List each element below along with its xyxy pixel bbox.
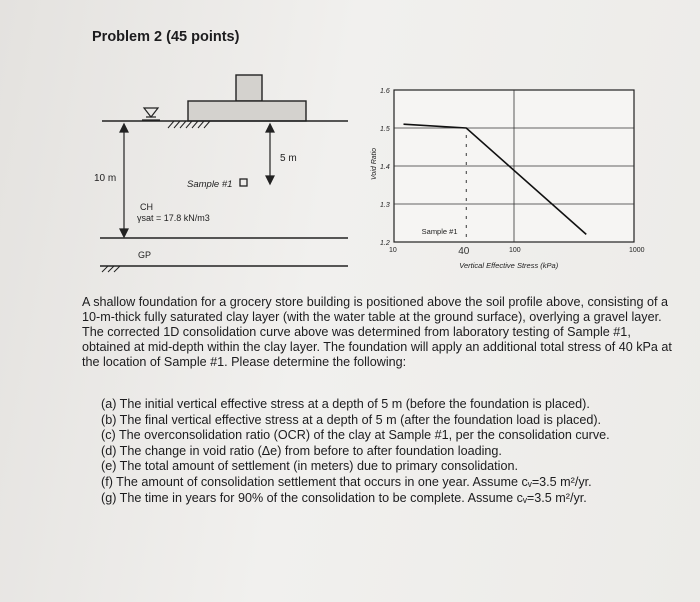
y-axis-label: Void Ratio [371,147,378,180]
task-item: (g) The time in years for 90% of the consolidation to be complete. Assume cᵥ=3.5 m²/yr. [101,490,587,505]
handwritten-note: 40 [458,246,470,257]
y-tick-label: 1.6 [380,88,390,95]
x-axis-label: Vertical Effective Stress (kPa) [459,261,559,270]
foundation-column [236,75,262,101]
y-tick-label: 1.2 [380,240,390,247]
soil-profile-diagram [90,70,360,280]
consolidation-chart [362,80,652,280]
task-item: (d) The change in void ratio (Δe) from before to after foundation loading. [101,443,502,458]
task-list [101,397,691,506]
bedrock-hatching [102,266,120,272]
task-item: (b) The final vertical effective stress at a depth of 5 m (after the foundation load is placed). [101,412,602,427]
problem-title: Problem 2 (45 points) [92,29,240,45]
y-tick-label: 1.3 [380,202,390,209]
problem-description: A shallow foundation for a grocery store building is positioned above the soil profile above, consisting of a 10-m-thick fully saturated clay layer (with the water table at the ground surface), overlying a gravel layer. The corrected 1D consolidation curve above was determined from laboratory testing of Sample #1, obtained at mid-depth within the clay layer. The foundation will apply an additional total stress of 40 kPa at the location of Sample #1. Please determine the following: [82,295,672,369]
load-depth-arrow [266,124,274,184]
sample-marker-icon [240,179,247,186]
task-item: (a) The initial vertical effective stress at a depth of 5 m (before the foundation is placed). [101,397,590,411]
unit-weight-label: γsat = 17.8 kN/m3 [137,213,210,223]
depth-dimension-arrow [120,124,128,237]
y-tick-label: 1.5 [380,126,390,133]
depth-label: 10 m [94,173,117,184]
gravel-layer-label: GP [138,250,152,260]
load-depth-label: 5 m [280,153,297,164]
sample-label: Sample #1 [187,179,233,190]
clay-layer-label: CH [140,202,153,212]
x-tick-label: 1000 [629,247,645,254]
water-table-icon [142,108,160,120]
sample-annotation: Sample #1 [421,227,458,236]
foundation-footing [188,101,306,121]
ground-hatching [168,121,210,128]
x-tick-label: 100 [509,247,521,254]
task-item: (f) The amount of consolidation settlement that occurs in one year. Assume cᵥ=3.5 m²/yr. [101,474,592,489]
x-tick-label: 10 [389,247,397,254]
task-item: (e) The total amount of settlement (in meters) due to primary consolidation. [101,459,518,474]
task-item: (c) The overconsolidation ratio (OCR) of the clay at Sample #1, per the consolidation curve. [101,428,610,443]
y-tick-label: 1.4 [380,164,390,171]
